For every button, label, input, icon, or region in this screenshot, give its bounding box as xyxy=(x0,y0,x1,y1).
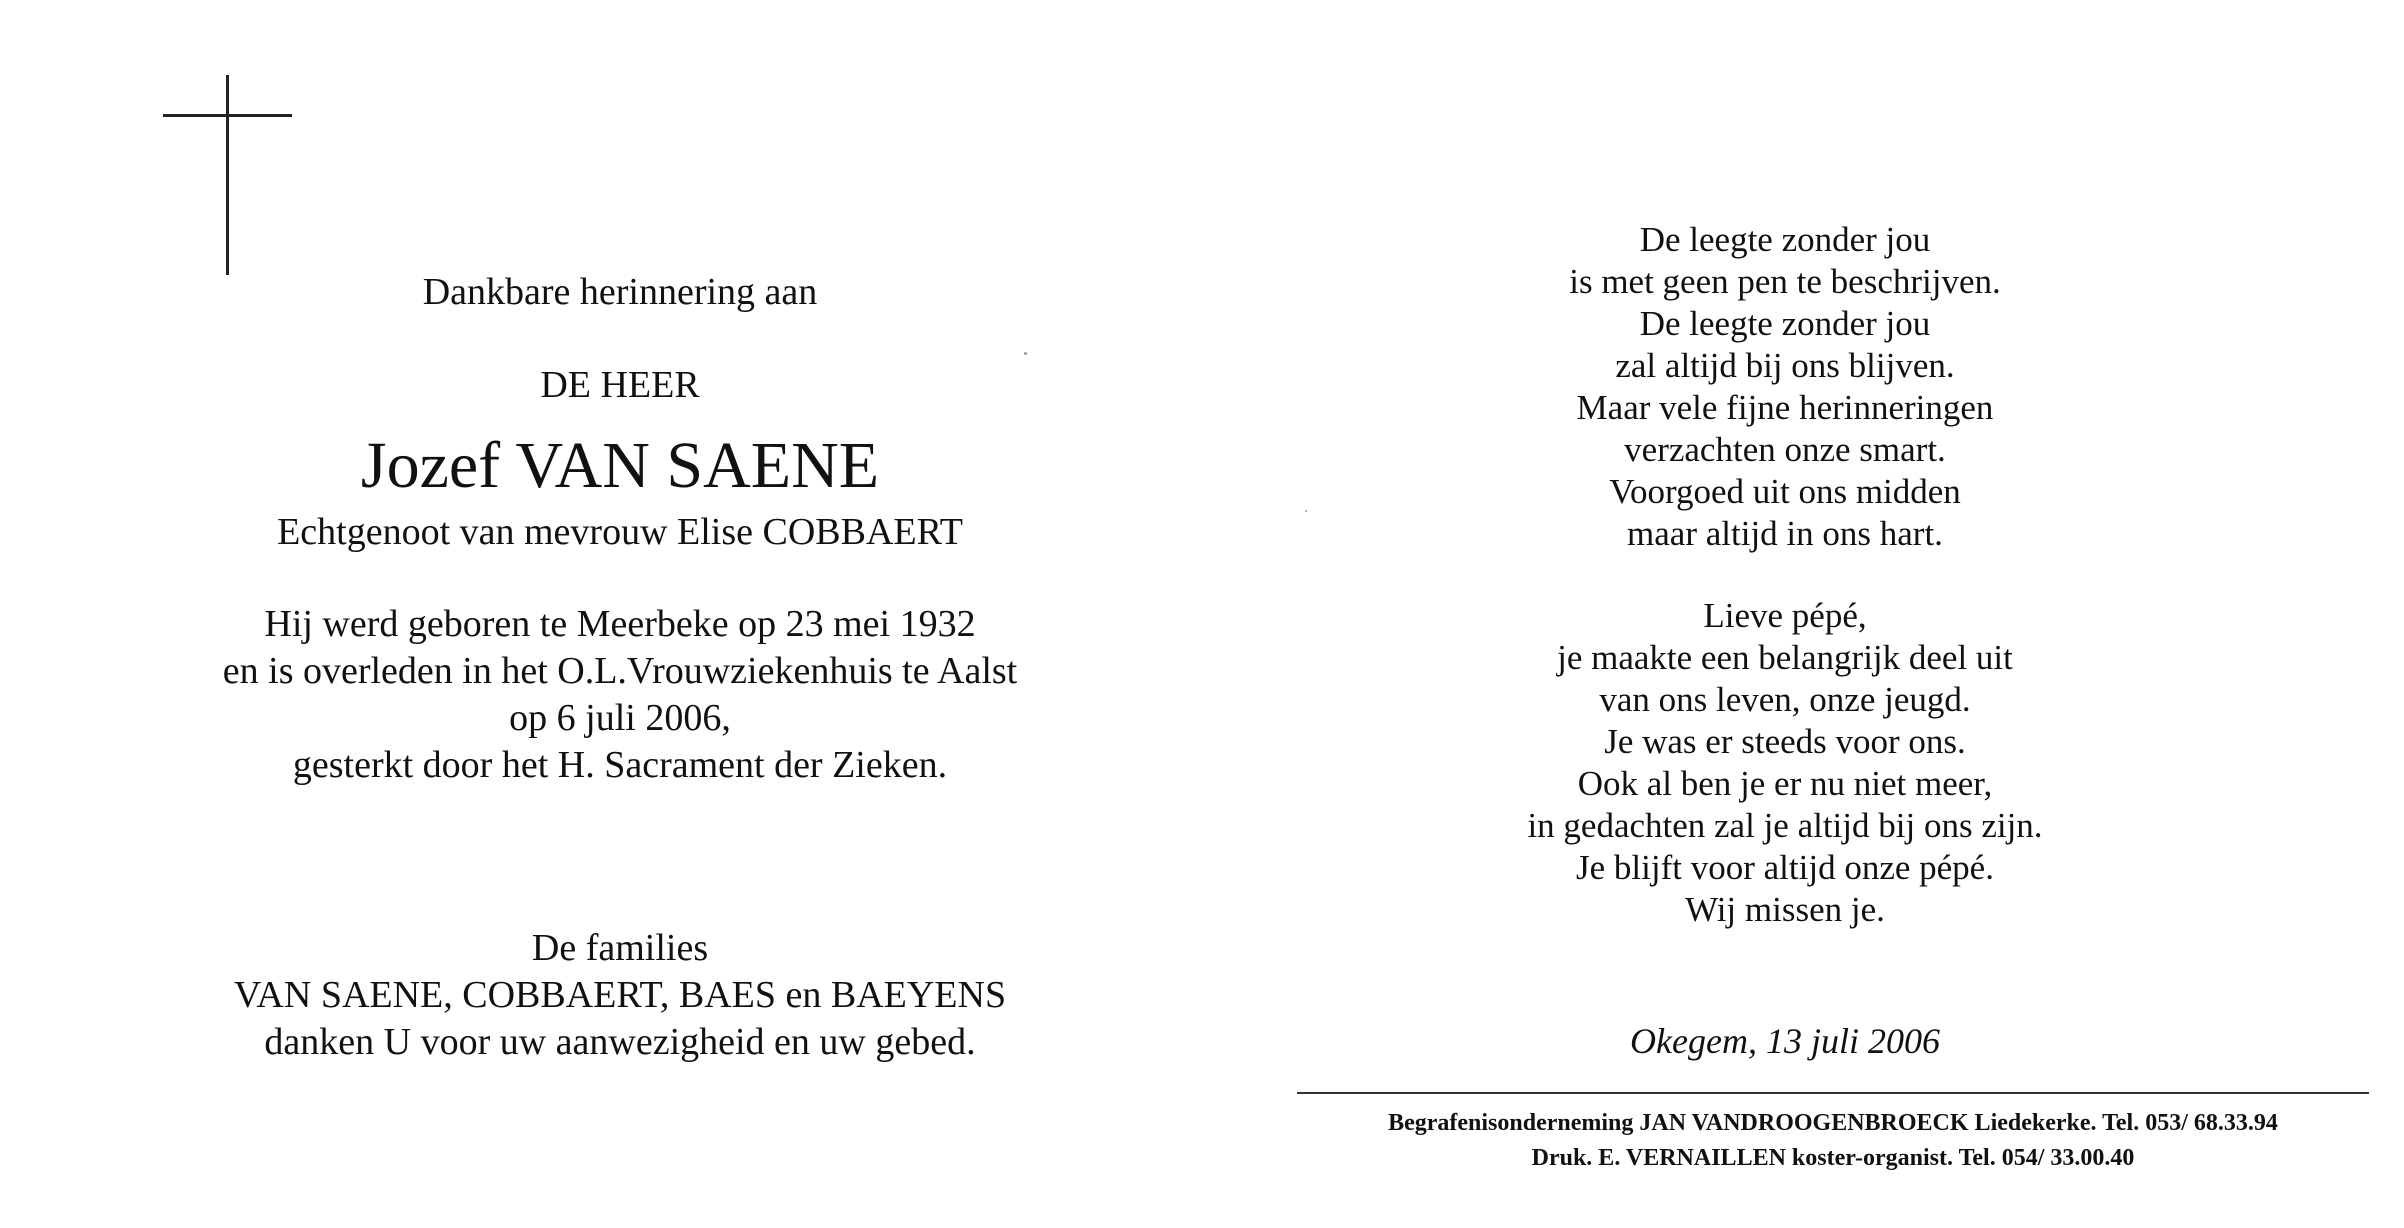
memorial-right-panel xyxy=(1255,0,2315,1228)
footer-divider xyxy=(1297,1092,2369,1094)
poem-line: Wij missen je. xyxy=(1685,890,1885,929)
poem-line: Je blijft voor altijd onze pépé. xyxy=(1576,848,1994,887)
deceased-name: Jozef VAN SAENE xyxy=(360,429,880,502)
poem-line: is met geen pen te beschrijven. xyxy=(1569,262,2001,301)
funeral-home-line: Begrafenisonderneming JAN VANDROOGENBROECK Liedekerke. Tel. 053/ 68.33.94 xyxy=(1388,1110,2278,1136)
birth-text: Hij werd geboren te Meerbeke op 23 mei 1932 xyxy=(264,603,976,645)
thanks-text: danken U voor uw aanwezigheid en uw gebed. xyxy=(264,1021,976,1063)
death-place-text: en is overleden in het O.L.Vrouwziekenhuis te Aalst xyxy=(222,650,1018,692)
poem-line: Lieve pépé, xyxy=(1703,596,1867,635)
poem-line: zal altijd bij ons blijven. xyxy=(1615,346,1955,385)
spouse-text: Echtgenoot van mevrouw Elise COBBAERT xyxy=(277,511,963,553)
poem-line: De leegte zonder jou xyxy=(1639,304,1931,343)
sacrament-text: gesterkt door het H. Sacrament der Zieken. xyxy=(292,744,948,786)
poem-line: in gedachten zal je altijd bij ons zijn. xyxy=(1527,806,2043,845)
poem-line: Je was er steeds voor ons. xyxy=(1604,722,1966,761)
death-date-text: op 6 juli 2006, xyxy=(509,697,731,739)
memorial-left-panel xyxy=(100,0,1140,1228)
families-names: VAN SAENE, COBBAERT, BAES en BAEYENS xyxy=(233,974,1007,1016)
printer-line: Druk. E. VERNAILLEN koster-organist. Tel. 054/ 33.00.40 xyxy=(1531,1145,2135,1171)
families-intro: De families xyxy=(531,927,709,969)
poem-line: Maar vele fijne herinneringen xyxy=(1576,388,1994,427)
poem-line: van ons leven, onze jeugd. xyxy=(1599,680,1971,719)
poem-line: Ook al ben je er nu niet meer, xyxy=(1577,764,1993,803)
paper-speck xyxy=(1305,510,1307,512)
poem-line: je maakte een belangrijk deel uit xyxy=(1557,638,2013,677)
poem-line: Voorgoed uit ons midden xyxy=(1609,472,1961,511)
place-date: Okegem, 13 juli 2006 xyxy=(1630,1021,1940,1061)
paper-speck xyxy=(1024,352,1027,355)
honorific-title: DE HEER xyxy=(540,364,700,406)
poem-line: maar altijd in ons hart. xyxy=(1627,514,1943,553)
poem-line: verzachten onze smart. xyxy=(1624,430,1946,469)
intro-text: Dankbare herinnering aan xyxy=(422,271,818,313)
poem-line: De leegte zonder jou xyxy=(1639,220,1931,259)
